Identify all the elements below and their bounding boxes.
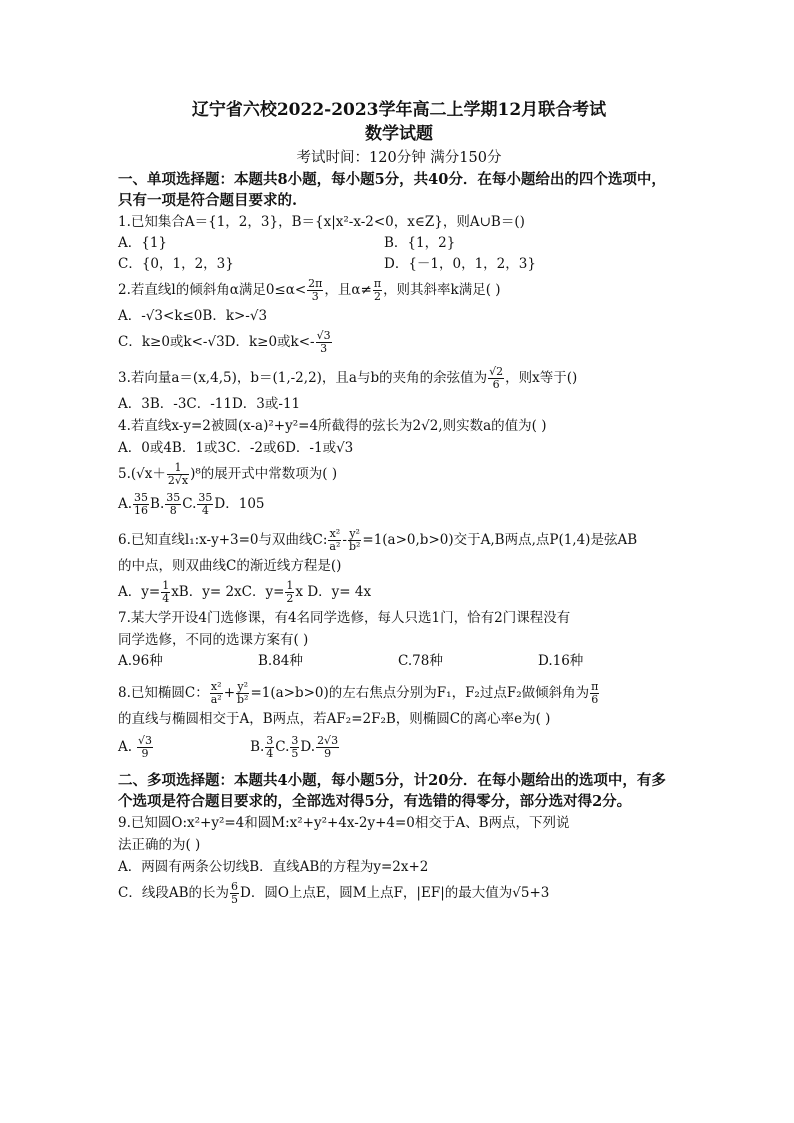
fraction: $\frac{\text{x²}}{\text{a²}}$ [210,680,222,706]
exam-info: 考试时间：120分钟 满分150分 [296,150,502,166]
question-2-stem: 2.若直线l的倾斜角α满足0≤α< $\frac{2\pi}{3}$ ，且α≠ $\frac{\pi}{2}$ ，则其斜率k满足( ) [118,277,501,303]
fraction: $\frac{6}{5}$ [231,880,238,906]
fraction: $\frac{2√3}{9}$ [317,734,339,760]
question-2-options-cd: C．k≥0或k<-√3D．k≥0或k<- $\frac{√3}{3}$ [118,329,331,355]
question-7-stem: 7.某大学开设4门选修课，有4名同学选修，每人只选1门，恰有2门课程没有 [118,610,571,626]
question-2-options-ab: A．-√3<k≤0B．k>-√3 [118,308,268,324]
question-9-options-cd: C．线段AB的长为 $\frac{6}{5}$ D．圆O上点E，圆M上点F，|EF|的最大值为√5+3 [118,880,550,906]
fraction: $\frac{√2}{6}$ [489,365,504,391]
fraction: $\frac{1}{2}$ [286,579,294,605]
question-9-stem: 9.已知圆O:x²+y²=4和圆M:x²+y²+4x-2y+4=0相交于A、B两点，下列说 [118,815,570,831]
question-4-stem: 4.若直线x-y=2被圆(x-a)²+y²=4所截得的弦长为2√2,则实数a的值为( ) [118,418,547,434]
question-8-stem: 8.已知椭圆C： $\frac{\text{x²}}{\text{a²}}$ + $\frac{\text{y²}}{\text{b²}}$ =1(a>b>0)的左右焦点分别为F₁，F₂过点F₂做倾斜角为 $\frac{\pi}{6}$ [118,680,599,706]
question-1-option-b: B．{1，2} [384,235,456,251]
section-1-heading: 一、单项选择题：本题共8小题，每小题5分，共40分．在每小题给出的四个选项中，只有一项是符合题目要求的. [118,171,666,209]
fraction: $\frac{\text{x²}}{\text{a²}}$ [329,527,341,553]
question-1-stem: 1.已知集合A＝{1，2，3}，B＝{x|x²-x-2<0，x∈Z}，则A∪B＝() [118,214,525,230]
fraction: $\frac{√3}{9}$ [138,734,153,760]
question-7-option-d: D.16种 [538,653,584,669]
question-9-stem-cont: 法正确的为( ) [118,837,201,853]
question-9-options-ab: A．两圆有两条公切线B．直线AB的方程为y=2x+2 [118,859,429,875]
question-7-option-a: A.96种 [118,653,163,669]
question-7-options [118,651,680,672]
exam-paper [118,98,680,908]
question-1-options-row2 [118,254,680,275]
question-7-option-b: B.84种 [258,653,303,669]
question-3-options: A．3B．-3C．-11D．3或-11 [118,396,301,412]
fraction: $\frac{2\pi}{3}$ [308,277,323,303]
fraction: $\frac{35}{4}$ [198,491,213,517]
fraction: $\frac{√3}{3}$ [316,329,331,355]
question-3-stem: 3.若向量a＝(x,4,5)，b＝(1,-2,2)，且a与b的夹角的余弦值为 $\frac{√2}{6}$ ，则x等于() [118,365,578,391]
question-6-options: A．y= $\frac{1}{4}$ xB．y= 2xC．y= $\frac{1}{2}$ x D．y= 4x [118,579,372,605]
question-1-option-c: C．{0，1，2，3} [118,256,234,272]
fraction: $\frac{\pi}{6}$ [591,680,599,706]
question-6-stem-cont: 的中点，则双曲线C的渐近线方程是() [118,558,342,574]
question-5-options: A. $\frac{35}{16}$ B. $\frac{35}{8}$ C. $\frac{35}{4}$ D．105 [118,491,265,517]
question-7-option-c: C.78种 [398,653,443,669]
paper-title: 辽宁省六校2022-2023学年高二上学期12月联合考试 [191,100,607,120]
question-1-option-a: A．{1} [118,235,168,251]
paper-subject: 数学试题 [365,124,433,144]
section-2-heading: 二、多项选择题：本题共4小题，每小题5分，计20分．在每小题给出的选项中，有多个选项是符合题目要求的，全部选对得5分，有选错的得零分，部分选对得2分。 [118,772,666,810]
fraction: $\frac{\pi}{2}$ [373,277,382,303]
fraction: $\frac{\text{y²}}{\text{b²}}$ [348,527,361,553]
question-7-stem-cont: 同学选修，不同的选课方案有( ) [118,632,309,648]
question-8-options: A. $\frac{√3}{9}$ B. $\frac{3}{4}$ C. $\frac{3}{5}$ D. $\frac{2√3}{9}$ [118,734,339,760]
question-8-stem-cont: 的直线与椭圆相交于A，B两点，若AF₂=2F₂B，则椭圆C的离心率e为( ) [118,711,551,727]
question-1-option-d: D．{－1，0，1，2，3} [384,256,536,272]
fraction: $\frac{1}{4}$ [162,579,170,605]
fraction: $\frac{\text{y²}}{\text{b²}}$ [237,680,249,706]
question-1-options-row1 [118,233,680,254]
question-6-stem: 6.已知直线l₁:x-y+3=0与双曲线C: $\frac{\text{x²}}{\text{a²}}$ - $\frac{\text{y²}}{\text{b²}}$ =1(a>0,b>0)交于A,B两点,点P(1,4)是弦AB [118,527,638,553]
fraction: $\frac{3}{4}$ [266,734,274,760]
fraction: $\frac{35}{16}$ [134,491,149,517]
question-5-stem: 5.(√x＋ $\frac{1}{2√x}$ )⁸的展开式中常数项为( ) [118,461,338,487]
fraction: $\frac{3}{5}$ [291,734,299,760]
question-4-options: A．0或4B．1或3C．-2或6D．-1或√3 [118,440,354,456]
fraction: $\frac{35}{8}$ [166,491,181,517]
fraction: $\frac{1}{2√x}$ [167,461,189,487]
